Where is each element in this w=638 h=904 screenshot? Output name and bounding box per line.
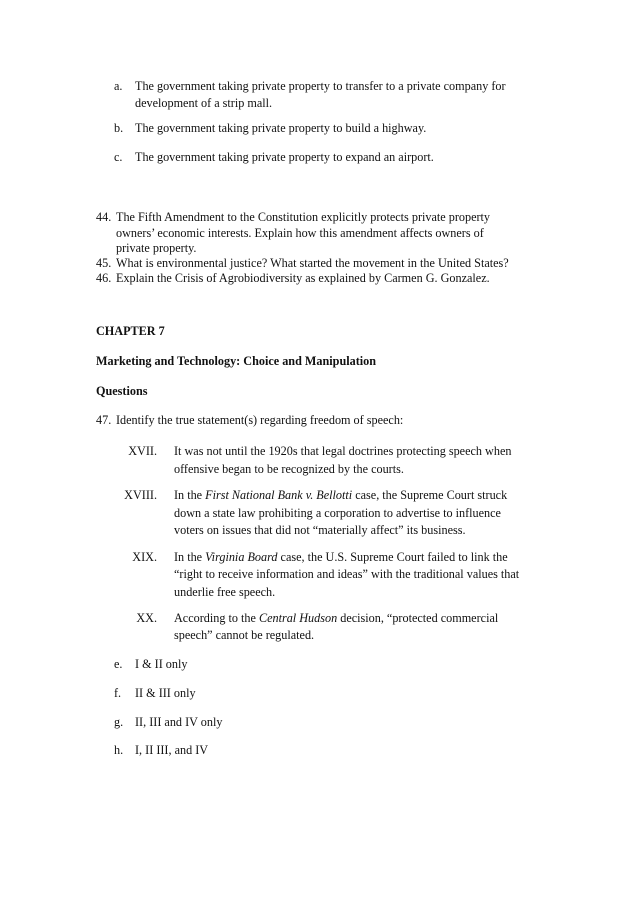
statement-xviii-line-3: voters on issues that did not “materially affect” its business. (174, 523, 466, 537)
statement-xviii-line-2: down a state law prohibiting a corporation to advertise to influence (174, 506, 501, 520)
question-44-line-1: The Fifth Amendment to the Constitution explicitly protects private property (116, 210, 491, 224)
statement-xix-line-1 (174, 550, 508, 564)
case-name-virginia-board: Virginia Board (205, 550, 278, 564)
question-45-line-1: What is environmental justice? What started the movement in the United States? (116, 256, 509, 270)
question-46-line-1: Explain the Crisis of Agrobiodiversity as explained by Carmen G. Gonzalez. (116, 271, 490, 285)
statement-xviii-numeral: XVIII. (124, 488, 157, 502)
case-name-first-national-bank: First National Bank v. Bellotti (205, 488, 353, 502)
answer-g-label: g. (114, 715, 124, 729)
questions-heading: Questions (96, 384, 148, 398)
option-c-label: c. (114, 150, 123, 164)
statement-xix-text-pre: In the (174, 550, 206, 564)
option-a-line-2: development of a strip mall. (135, 96, 273, 110)
answer-g-text: II, III and IV only (135, 715, 223, 729)
question-45-number: 45. (96, 256, 112, 270)
option-c-line-1: The government taking private property to expand an airport. (135, 150, 434, 164)
question-47-number: 47. (96, 413, 112, 427)
statement-xx-text-post: decision, “protected commercial (337, 611, 499, 625)
statement-xvii-line-1: It was not until the 1920s that legal doctrines protecting speech when (174, 444, 512, 458)
answer-e-label: e. (114, 657, 123, 671)
option-b-line-1: The government taking private property to build a highway. (135, 121, 427, 135)
answer-f-label: f. (114, 686, 122, 700)
question-47-text: Identify the true statement(s) regarding freedom of speech: (116, 413, 404, 427)
answer-h-text: I, II III, and IV (135, 743, 209, 757)
answer-f-text: II & III only (135, 686, 196, 700)
answer-e-text: I & II only (135, 657, 188, 671)
case-name-central-hudson: Central Hudson (258, 611, 338, 625)
statement-xvii-line-2: offensive began to be recognized by the courts. (174, 462, 404, 476)
question-44-line-2: owners’ economic interests. Explain how this amendment affects owners of (116, 226, 484, 240)
statement-xx-text-pre: According to the (174, 611, 259, 625)
statement-xviii-text-post: case, the Supreme Court struck (352, 488, 508, 502)
statement-xix-text-post: case, the U.S. Supreme Court failed to link the (277, 550, 508, 564)
statement-xx-numeral: XX. (136, 611, 157, 625)
statement-xx-line-2: speech” cannot be regulated. (174, 628, 315, 642)
statement-xix-line-2: “right to receive information and ideas” with the traditional values that (174, 567, 520, 581)
statement-xx-line-1 (174, 611, 498, 625)
option-b-label: b. (114, 121, 124, 135)
chapter-title: Marketing and Technology: Choice and Manipulation (96, 354, 377, 368)
option-a-line-1: The government taking private property to transfer to a private company for (135, 79, 506, 93)
question-44-line-3: private property. (116, 241, 197, 255)
answer-h-label: h. (114, 743, 124, 757)
option-a-label: a. (114, 79, 123, 93)
statement-xvii-numeral: XVII. (128, 444, 157, 458)
statement-xix-numeral: XIX. (132, 550, 157, 564)
question-46-number: 46. (96, 271, 112, 285)
question-44-number: 44. (96, 210, 112, 224)
statement-xviii-text-pre: In the (174, 488, 206, 502)
statement-xviii-line-1 (174, 488, 507, 502)
chapter-heading: CHAPTER 7 (96, 324, 165, 338)
statement-xix-line-3: underlie free speech. (174, 585, 276, 599)
